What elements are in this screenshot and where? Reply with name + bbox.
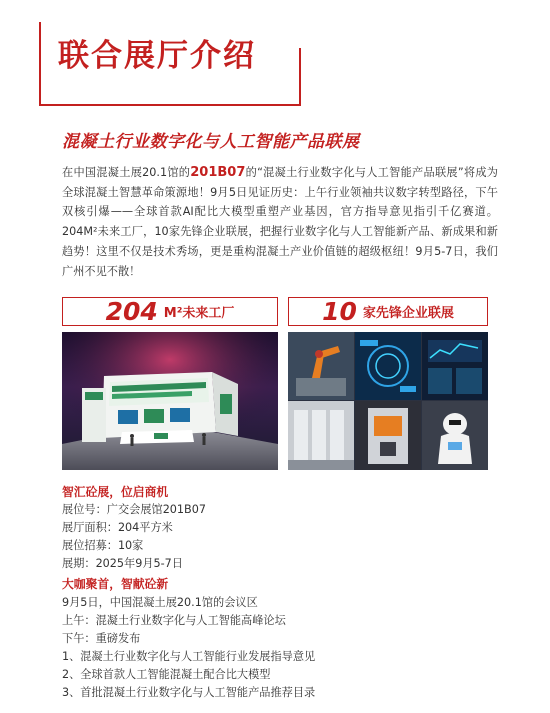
forum-line: 9月5日，中国混凝土展20.1馆的会议区 — [62, 596, 258, 609]
intro-text: 的“混凝土行业数字化与人工智能产品联展”将成为全球混凝土智慧革命策源地！9月5日见证历史：上午行业领袖共议数字转型路径，下午双核引爆——全球首款AI配比大模型重塑产业基因，官方指导意见指引千亿赛道。204M²未来工厂，10家先锋企业联展，把握行业数字化与人工智能新产品、新成果和新趋势！这里不仅是技术秀场，更是重构混凝土产业价值链的超级枢纽！9月5-7日，我们广州不见不散！ — [62, 166, 498, 278]
booth-info-line: 展厅面积：204平方米 — [62, 521, 173, 534]
booth-info-list — [62, 501, 206, 573]
forum-heading: 大咖聚首，智献砼新 — [62, 577, 169, 591]
booth-info-line: 展期：2025年9月5-7日 — [62, 557, 183, 570]
exhibitors-label: 家先锋企业联展 — [362, 306, 454, 321]
title-frame-corner — [299, 48, 301, 106]
title-frame-corner — [39, 22, 41, 42]
exhibitors-collage-image — [288, 332, 488, 470]
booth-info-line: 展位号：广交会展馆201B07 — [62, 503, 206, 516]
booth-rendering-graphic — [62, 332, 278, 470]
area-banner — [62, 297, 278, 326]
intro-text: 在中国混凝土展20.1馆的 — [62, 166, 191, 179]
exhibitors-banner — [288, 297, 488, 326]
forum-line: 3、首批混凝土行业数字化与人工智能产品推荐目录 — [62, 686, 316, 699]
booth-rendering-image — [62, 332, 278, 470]
area-label: M²未来工厂 — [163, 306, 235, 321]
intro-paragraph — [62, 163, 498, 281]
forum-line: 1、混凝土行业数字化与人工智能行业发展指导意见 — [62, 650, 316, 663]
booth-info-line: 展位招募：10家 — [62, 539, 144, 552]
forum-line: 下午：重磅发布 — [62, 632, 141, 645]
booth-info-heading: 智汇砼展，位启商机 — [62, 485, 169, 499]
exhibitors-collage-graphic — [288, 332, 488, 470]
forum-line: 2、全球首款人工智能混凝土配合比大模型 — [62, 668, 271, 681]
exhibitors-number: 10 — [322, 297, 357, 326]
forum-list — [62, 594, 315, 702]
area-number: 204 — [105, 297, 158, 326]
page-title: 联合展厅介绍 — [58, 38, 256, 74]
section-title: 混凝土行业数字化与人工智能产品联展 — [62, 132, 360, 152]
forum-line: 上午：混凝土行业数字化与人工智能高峰论坛 — [62, 614, 286, 627]
booth-number-highlight: 201B07 — [190, 165, 246, 180]
